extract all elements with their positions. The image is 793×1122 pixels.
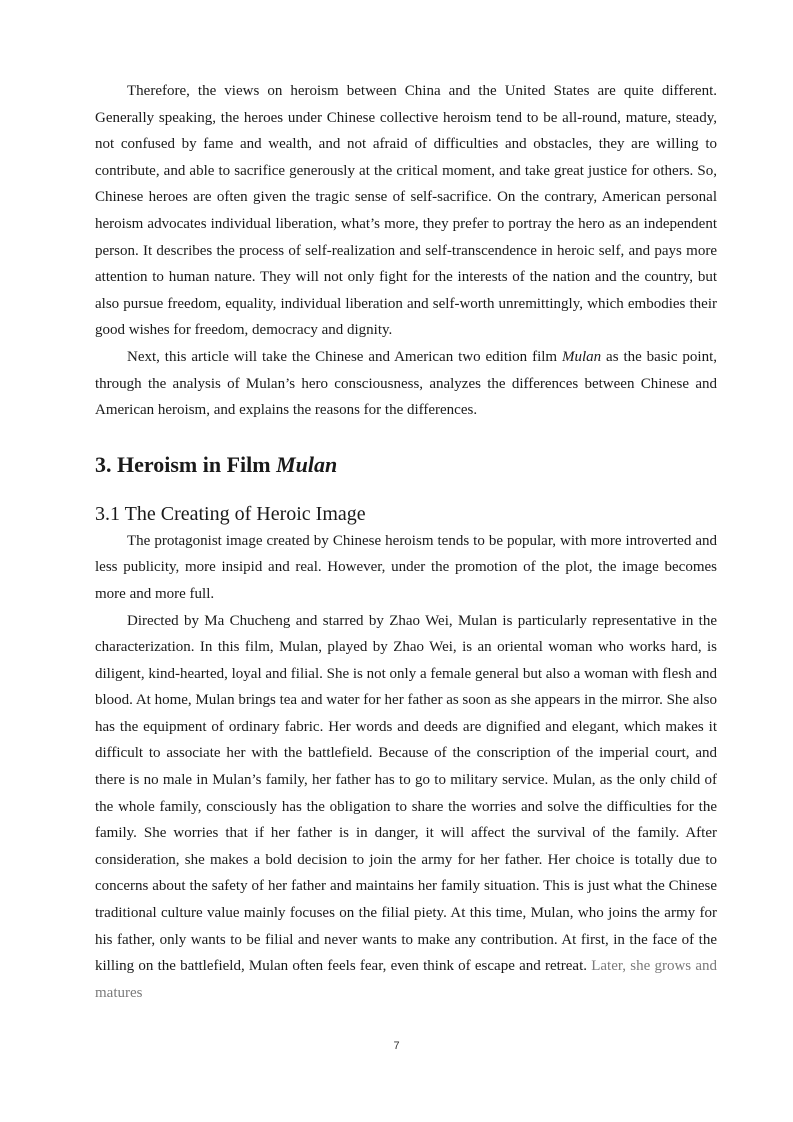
section-heading-text: 3. Heroism in Film (95, 451, 277, 477)
paragraph-text: as the basic point, through the analysis of Mulan’s hero consciousness, analyzes the differences between Chinese and American heroism, and explains the reasons for the differences. (95, 348, 717, 419)
page-number: 7 (393, 1040, 400, 1052)
film-title-italic: Mulan (561, 348, 602, 365)
section-heading (95, 450, 717, 480)
body-paragraph: The protagonist image created by Chinese heroism tends to be popular, with more introverted and less publicity, more insipid and real. However, under the promotion of the plot, the image becomes more and more full. (95, 532, 717, 602)
document-page (95, 78, 717, 1006)
section-heading-italic: Mulan (276, 451, 338, 477)
subsection-heading: 3.1 The Creating of Heroic Image (95, 502, 366, 525)
paragraph-text: Next, this article will take the Chinese and American two edition film (127, 348, 562, 365)
body-paragraph (95, 344, 717, 424)
paragraph-text: Directed by Ma Chucheng and starred by Zhao Wei, Mulan is particularly representative in the characterization. In this film, Mulan, played by Zhao Wei, is an oriental woman who works hard, is diligent, kind-hearted, loyal and filial. She is not only a female general but also a woman with flesh and blood. At home, Mulan brings tea and water for her father as soon as she appears in the mirror. She also has the equipment of ordinary fabric. Her words and deeds are dignified and elegant, which makes it difficult to associate her with the battlefield. Because of the conscription of the imperial court, and there is no male in Mulan’s family, her father has to go to military service. Mulan, as the only child of the whole family, consciously has the obligation to share the worries and solve the difficulties for the family. She worries that if her father is in danger, it will affect the survival of the family. After consideration, she makes a bold decision to join the army for her father. Her choice is totally due to concerns about the safety of her father and maintains her family situation. This is just what the Chinese traditional culture value mainly focuses on the filial piety. At this time, Mulan, who joins the army for his father, only wants to be filial and never wants to make any contribution. At first, in the face of the killing on the battlefield, Mulan often feels fear, even think of escape and retreat. (95, 612, 717, 975)
body-paragraph: Therefore, the views on heroism between China and the United States are quite different. Generally speaking, the heroes under Chinese collective heroism tend to be all-round, mature, steady, not confused by fame and wealth, and not afraid of difficulties and obstacles, they are willing to contribute, and able to sacrifice generously at the critical moment, and take great justice for others. So, Chinese heroes are often given the tragic sense of self-sacrifice. On the contrary, American personal heroism advocates individual liberation, what’s more, they prefer to portray the hero as an independent person. It describes the process of self-realization and self-transcendence in heroic self, and pays more attention to human nature. They will not only fight for the interests of the nation and the country, but also pursue freedom, equality, individual liberation and self-worth unremittingly, which embodies their good wishes for freedom, democracy and dignity. (95, 83, 717, 339)
paragraph-text-faded: Later, she grows and matures (95, 958, 718, 1001)
body-paragraph (95, 608, 717, 1007)
